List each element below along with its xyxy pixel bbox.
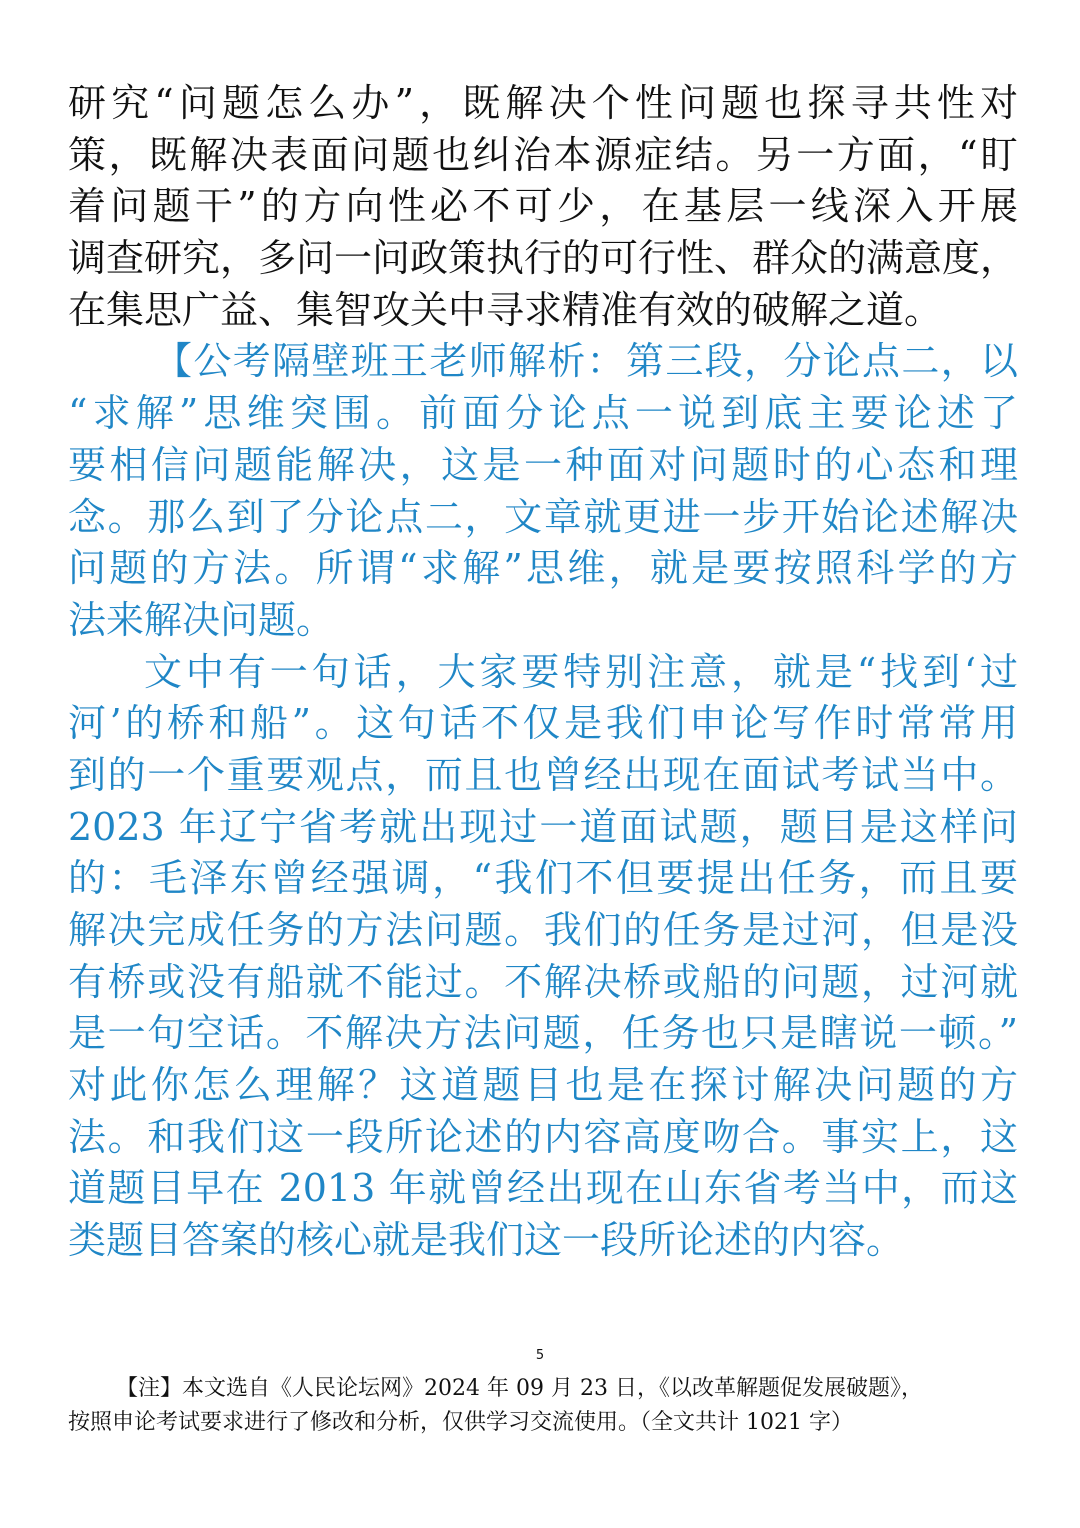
analysis-paragraph-2	[68, 647, 1018, 1267]
footnote-line: 【注】本文选自《人民论坛网》2024 年 09 月 23 日，《以改革解题促发展破题》，	[116, 1376, 923, 1401]
text-line: 研究“问题怎么办”，既解决个性问题也探寻共性对	[68, 81, 1018, 125]
analysis-line: 要相信问题能解决，这是一种面对问题时的心态和理	[68, 442, 1018, 487]
analysis-line: 对此你怎么理解？这道题目也是在探讨解决问题的方	[68, 1063, 1018, 1108]
analysis-line: 文中有一句话，大家要特别注意，就是“找到‘过	[144, 649, 1018, 694]
analysis-line: 解决完成任务的方法问题。我们的任务是过河，但是没	[68, 908, 1018, 952]
analysis-line: 是一句空话。不解决方法问题，任务也只是瞎说一顿。”	[68, 1011, 1018, 1056]
text-line: 着问题干”的方向性必不可少，在基层一线深入开展	[68, 184, 1018, 229]
document-body	[68, 78, 1018, 1267]
analysis-line: 的：毛泽东曾经强调，“我们不但要提出任务，而且要	[68, 856, 1018, 901]
analysis-line: 念。那么到了分论点二，文章就更进一步开始论述解决	[68, 494, 1018, 539]
analysis-line: 河’的桥和船”。这句话不仅是我们申论写作时常常用	[68, 701, 1018, 746]
text-line: 在集思广益、集智攻关中寻求精准有效的破解之道。	[68, 287, 943, 332]
analysis-line: 法来解决问题。	[68, 597, 335, 642]
analysis-line: 【公考隔壁班王老师解析：第三段，分论点二，以	[154, 339, 1018, 384]
analysis-line: 问题的方法。所谓“求解”思维，就是要按照科学的方	[68, 546, 1018, 591]
page-number: 5	[535, 1348, 545, 1363]
analysis-line: 类题目答案的核心就是我们这一段所论述的内容。	[68, 1218, 905, 1263]
analysis-line: 2023 年辽宁省考就出现过一道面试题，题目是这样问	[68, 804, 1018, 849]
main-paragraph	[68, 78, 1018, 336]
footnote-line: 按照申论考试要求进行了修改和分析，仅供学习交流使用。（全文共计 1021 字）	[68, 1410, 853, 1435]
analysis-paragraph-1	[68, 336, 1018, 646]
analysis-line: 法。和我们这一段所论述的内容高度吻合。事实上，这	[68, 1114, 1018, 1159]
footnote	[68, 1372, 1018, 1440]
analysis-line: 到的一个重要观点，而且也曾经出现在面试考试当中。	[68, 752, 1018, 797]
text-line: 策，既解决表面问题也纠治本源症结。另一方面，“盯	[68, 132, 1018, 177]
text-line: 调查研究，多问一问政策执行的可行性、群众的满意度，	[68, 236, 1019, 281]
analysis-line: 有桥或没有船就不能过。不解决桥或船的问题，过河就	[68, 959, 1018, 1004]
analysis-line: “求解”思维突围。前面分论点一说到底主要论述了	[68, 391, 1018, 436]
analysis-line: 道题目早在 2013 年就曾经出现在山东省考当中，而这	[68, 1166, 1018, 1211]
